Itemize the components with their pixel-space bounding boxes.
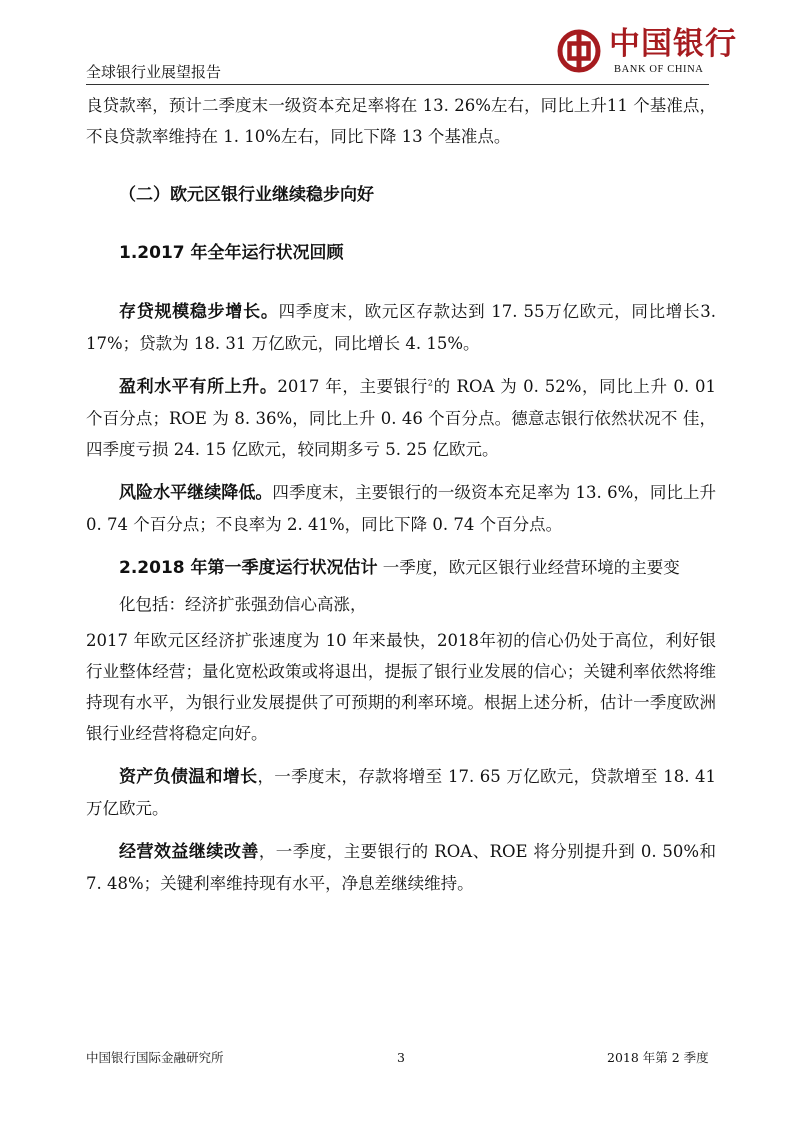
paragraph-deposits-loans xyxy=(86,296,716,359)
report-title: 全球银行业展望报告 xyxy=(86,63,222,81)
paragraph-lead: 盈利水平有所上升。 xyxy=(119,377,278,397)
logo-chinese-name: 中国银行 xyxy=(609,26,737,62)
bank-of-china-logo xyxy=(557,26,737,82)
paragraph-lead: 风险水平继续降低。 xyxy=(119,483,273,503)
subsection-heading-1: 1.2017 年全年运行状况回顾 xyxy=(119,243,344,263)
paragraph-profitability xyxy=(86,371,716,465)
paragraph-lead: 经营效益继续改善 xyxy=(119,842,259,862)
continued-paragraph: 良贷款率，预计二季度末一级资本充足率将在 13. 26%左右，同比上升11 个基准点，不良贷款率维持在 1. 10%左右，同比下降 13 个基准点。 xyxy=(86,96,716,146)
paragraph-text: 四季度末，主要银行的一级资本充足率为 13. 6%，同比上升 0. 74 个百分点；不良率为 2. 41%，同比下降 0. 74 个百分点。 xyxy=(86,483,716,534)
paragraph-outlook: 2017 年欧元区经济扩张速度为 10 年来最快，2018年初的信心仍处于高位，利好银行业整体经营；量化宽松政策或将退出，提振了银行业发展的信心；关键利率依然将维持现有水平，为银行业发展提供了可预期的利率环境。根据上述分析，估计一季度欧洲银行业经营将稳定向好。 xyxy=(86,631,716,743)
paragraph-balance-sheet xyxy=(86,761,716,824)
paragraph-lead: 存贷规模稳步增长。 xyxy=(119,302,279,322)
footnote-marker[interactable]: 2 xyxy=(427,378,433,388)
section-heading: （二）欧元区银行业继续稳步向好 xyxy=(119,185,374,205)
page-content xyxy=(86,90,716,899)
paragraph-text: ，一季度末，存款将增至 17. 65 万亿欧元，贷款增至 18. 41 万亿欧元。 xyxy=(86,767,716,818)
paragraph-text: 2017 年，主要银行 xyxy=(277,377,428,396)
subsection-continuation: 化包括：经济扩张强劲信心高涨， xyxy=(119,595,367,614)
logo-english-name: BANK OF CHINA xyxy=(614,64,704,75)
paragraph-performance xyxy=(86,836,716,899)
footer-period: 2018 年第 2 季度 xyxy=(607,1050,709,1065)
header-divider xyxy=(86,84,709,85)
paragraph-lead: 资产负债温和增长 xyxy=(119,767,258,787)
paragraph-text: ，一季度，主要银行的 ROA、ROE 将分别提升到 0. 50%和 7. 48%；关键利率维持现有水平，净息差继续维持。 xyxy=(86,842,717,893)
page-number: 3 xyxy=(397,1050,405,1065)
paragraph-text: 四季度末，欧元区存款达到 17. 55万亿欧元，同比增长3. 17%；贷款为 18. 31 万亿欧元，同比增长 4. 15%。 xyxy=(86,302,717,353)
paragraph-text: 的 ROA 为 0. 52%，同比上升 0. 01 个百分点；ROE 为 8. 36%，同比上升 0. 46 个百分点。德意志银行依然状况不 佳，四季度亏损 24. 15 亿欧元，较同期多亏 5. 25 亿欧元。 xyxy=(86,377,716,459)
footer-institute: 中国银行国际金融研究所 xyxy=(86,1050,224,1065)
paragraph-text: 一季度，欧元区银行业经营环境的主要变 xyxy=(377,558,680,577)
subsection-heading-2: 2.2018 年第一季度运行状况估计 xyxy=(119,558,378,578)
bank-of-china-emblem-icon xyxy=(557,29,601,73)
paragraph-risk xyxy=(86,477,716,540)
subsection-heading-2-line xyxy=(86,552,716,584)
